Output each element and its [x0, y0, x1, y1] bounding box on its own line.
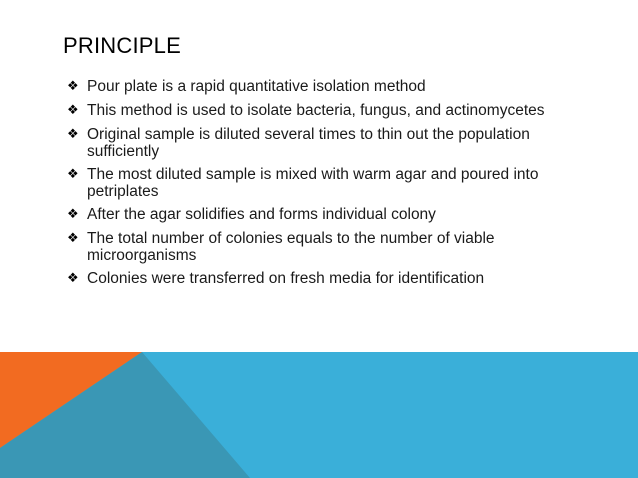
bullet-text: This method is used to isolate bacteria, fungus, and actinomycetes [87, 102, 545, 119]
diamond-bullet-icon: ❖ [67, 79, 79, 94]
bullet-item [67, 166, 587, 200]
diamond-bullet-icon: ❖ [67, 271, 79, 286]
bullet-text: The most diluted sample is mixed with warm agar and poured into petriplates [87, 166, 539, 200]
bullet-text: The total number of colonies equals to the number of viable microorganisms [87, 230, 495, 264]
blue-band [0, 352, 638, 478]
bullet-item [67, 102, 587, 120]
bullet-text: Pour plate is a rapid quantitative isolation method [87, 78, 426, 95]
diamond-bullet-icon: ❖ [67, 207, 79, 222]
bullet-text: Colonies were transferred on fresh media for identification [87, 270, 485, 287]
bullet-item [67, 78, 587, 96]
bullet-text: After the agar solidifies and forms individual colony [87, 206, 436, 223]
bullet-list [67, 78, 587, 294]
slide-title: PRINCIPLE [63, 33, 181, 58]
diamond-bullet-icon: ❖ [67, 103, 79, 118]
bullet-text: Original sample is diluted several times to thin out the population sufficiently [87, 126, 530, 160]
orange-triangle [0, 352, 142, 448]
diamond-bullet-icon: ❖ [67, 127, 79, 142]
bullet-item [67, 206, 587, 224]
teal-triangle [0, 352, 250, 478]
diamond-bullet-icon: ❖ [67, 231, 79, 246]
diamond-bullet-icon: ❖ [67, 167, 79, 182]
bullet-item [67, 230, 587, 264]
bullet-item [67, 270, 587, 288]
bullet-item [67, 126, 587, 160]
